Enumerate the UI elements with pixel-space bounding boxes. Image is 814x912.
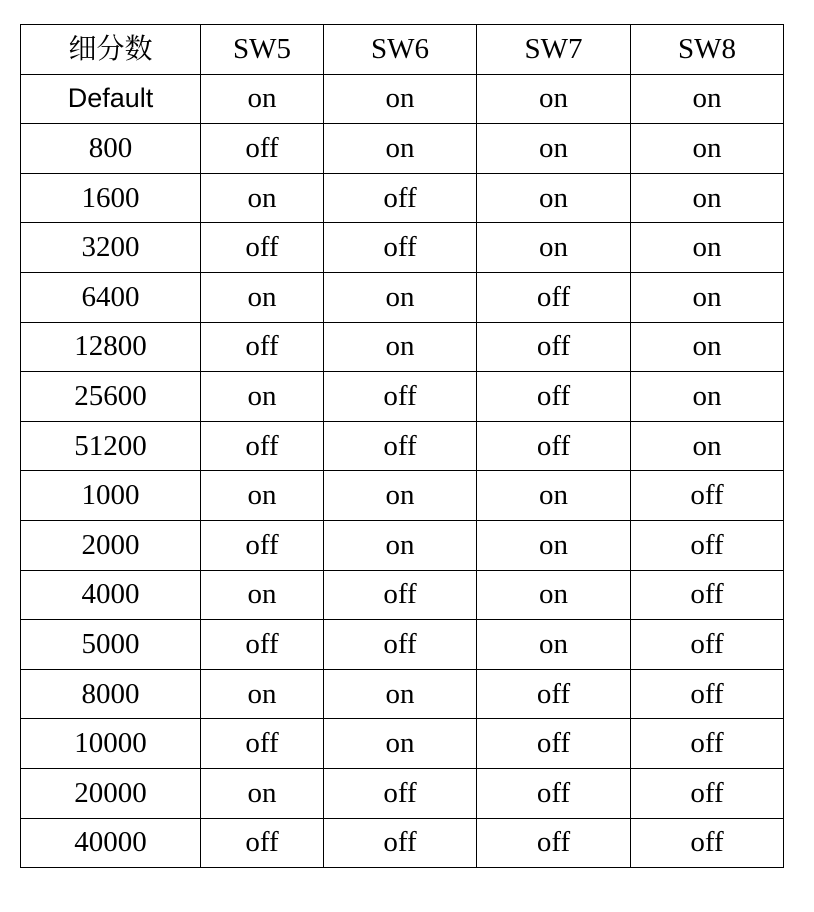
sw5-cell: off [201, 124, 324, 174]
table-row [21, 124, 784, 174]
table-header [21, 25, 784, 75]
subdivision-cell: 10000 [21, 719, 201, 769]
sw5-cell: on [201, 272, 324, 322]
subdivision-cell: 6400 [21, 272, 201, 322]
sw7-cell: off [477, 322, 631, 372]
subdivision-cell: 8000 [21, 669, 201, 719]
subdivision-cell: 5000 [21, 620, 201, 670]
table-row [21, 173, 784, 223]
sw5-cell: on [201, 372, 324, 422]
sw7-cell: on [477, 74, 631, 124]
header-cell-sw5: SW5 [201, 25, 324, 75]
sw7-cell: off [477, 719, 631, 769]
sw7-cell: off [477, 768, 631, 818]
sw6-cell: off [324, 173, 477, 223]
sw6-cell: on [324, 520, 477, 570]
subdivision-cell: 20000 [21, 768, 201, 818]
table-row [21, 372, 784, 422]
sw5-cell: off [201, 520, 324, 570]
table-row [21, 74, 784, 124]
sw7-cell: off [477, 372, 631, 422]
sw6-cell: off [324, 570, 477, 620]
sw8-cell: on [631, 322, 784, 372]
subdivision-cell: Default [21, 74, 201, 124]
sw7-cell: off [477, 818, 631, 868]
sw7-cell: on [477, 124, 631, 174]
subdivision-cell: 40000 [21, 818, 201, 868]
sw5-cell: off [201, 223, 324, 273]
sw8-cell: off [631, 669, 784, 719]
subdivision-cell: 1600 [21, 173, 201, 223]
sw6-cell: on [324, 471, 477, 521]
table-row [21, 719, 784, 769]
sw6-cell: on [324, 719, 477, 769]
table-row [21, 223, 784, 273]
sw7-cell: on [477, 620, 631, 670]
sw8-cell: off [631, 520, 784, 570]
sw6-cell: off [324, 421, 477, 471]
sw6-cell: on [324, 74, 477, 124]
header-cell-subdivision: 细分数 [21, 25, 201, 75]
sw8-cell: off [631, 768, 784, 818]
sw6-cell: off [324, 818, 477, 868]
header-cell-sw8: SW8 [631, 25, 784, 75]
table-row [21, 570, 784, 620]
subdivision-cell: 2000 [21, 520, 201, 570]
sw5-cell: off [201, 818, 324, 868]
table-row [21, 272, 784, 322]
subdivision-cell: 1000 [21, 471, 201, 521]
sw8-cell: on [631, 272, 784, 322]
sw7-cell: on [477, 471, 631, 521]
sw8-cell: on [631, 421, 784, 471]
sw6-cell: on [324, 322, 477, 372]
table-body [21, 74, 784, 868]
subdivision-cell: 51200 [21, 421, 201, 471]
sw8-cell: off [631, 570, 784, 620]
sw5-cell: on [201, 570, 324, 620]
sw8-cell: off [631, 719, 784, 769]
sw7-cell: on [477, 223, 631, 273]
header-cell-sw6: SW6 [324, 25, 477, 75]
table-row [21, 818, 784, 868]
sw6-cell: on [324, 272, 477, 322]
sw6-cell: on [324, 124, 477, 174]
subdivision-cell: 4000 [21, 570, 201, 620]
sw8-cell: on [631, 223, 784, 273]
sw7-cell: on [477, 520, 631, 570]
header-cell-sw7: SW7 [477, 25, 631, 75]
sw7-cell: on [477, 570, 631, 620]
sw7-cell: on [477, 173, 631, 223]
sw7-cell: off [477, 272, 631, 322]
sw5-cell: on [201, 74, 324, 124]
subdivision-cell: 800 [21, 124, 201, 174]
subdivision-cell: 3200 [21, 223, 201, 273]
table-row [21, 669, 784, 719]
table-row [21, 768, 784, 818]
sw8-cell: on [631, 74, 784, 124]
sw8-cell: on [631, 372, 784, 422]
sw8-cell: off [631, 471, 784, 521]
sw5-cell: off [201, 719, 324, 769]
sw6-cell: off [324, 768, 477, 818]
header-row [21, 25, 784, 75]
sw8-cell: on [631, 173, 784, 223]
sw6-cell: off [324, 620, 477, 670]
sw8-cell: off [631, 818, 784, 868]
sw7-cell: off [477, 669, 631, 719]
sw8-cell: off [631, 620, 784, 670]
sw5-cell: on [201, 471, 324, 521]
table-row [21, 421, 784, 471]
table-row [21, 471, 784, 521]
subdivision-cell: 25600 [21, 372, 201, 422]
table-row [21, 620, 784, 670]
sw5-cell: off [201, 421, 324, 471]
sw5-cell: on [201, 669, 324, 719]
sw6-cell: off [324, 223, 477, 273]
sw5-cell: off [201, 322, 324, 372]
table-row [21, 322, 784, 372]
subdivision-cell: 12800 [21, 322, 201, 372]
table-row [21, 520, 784, 570]
sw5-cell: on [201, 768, 324, 818]
sw7-cell: off [477, 421, 631, 471]
sw5-cell: on [201, 173, 324, 223]
dip-switch-table [20, 24, 784, 868]
sw8-cell: on [631, 124, 784, 174]
sw6-cell: on [324, 669, 477, 719]
sw5-cell: off [201, 620, 324, 670]
sw6-cell: off [324, 372, 477, 422]
